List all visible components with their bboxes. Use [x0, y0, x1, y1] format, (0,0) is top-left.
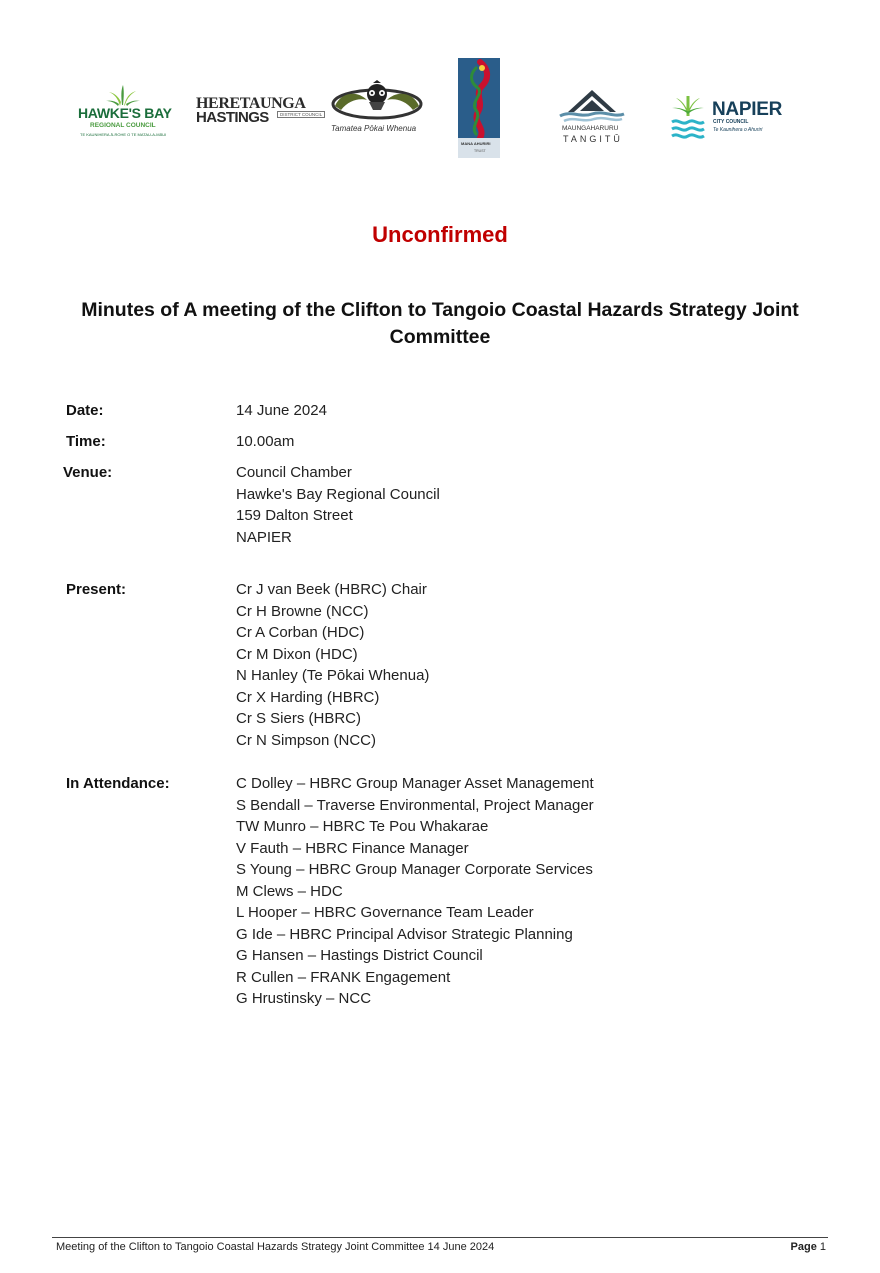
attendee: G Hansen – Hastings District Council	[236, 947, 483, 964]
document-status: Unconfirmed	[372, 222, 508, 247]
maungaharuru-tangitu-logo	[556, 88, 628, 148]
ncc-logo-sub: CITY COUNCIL	[713, 119, 749, 125]
present-member: Cr J van Beek (HBRC) Chair	[236, 581, 427, 598]
mt-logo-line2: TANGITŪ	[563, 134, 623, 144]
venue-line: 159 Dalton Street	[236, 507, 353, 524]
present-member: Cr X Harding (HBRC)	[236, 688, 380, 706]
hdc-logo	[194, 95, 323, 131]
venue-lines	[236, 462, 440, 548]
ncc-logo	[668, 92, 788, 142]
venue-label: Venue:	[63, 464, 113, 481]
ncc-logo-name: NAPIER	[712, 99, 782, 120]
attendee: L Hooper – HBRC Governance Team Leader	[236, 904, 534, 921]
hbrc-logo	[74, 84, 174, 144]
attendee: S Young – HBRC Group Manager Corporate Services	[236, 861, 593, 878]
present-list	[236, 579, 429, 751]
document-title: Minutes of A meeting of the Clifton to Tangoio Coastal Hazards Strategy Joint Committee	[81, 299, 799, 348]
venue-line: Council Chamber	[236, 464, 352, 481]
venue-line: NAPIER	[236, 528, 292, 546]
carving-icon	[327, 80, 427, 122]
hdc-logo-line2: HASTINGS	[196, 109, 269, 126]
mountain-house-icon	[556, 88, 628, 124]
hbrc-logo-name: HAWKE'S BAY	[78, 105, 172, 121]
plant-wave-icon	[668, 92, 708, 140]
mt-logo-line1: MAUNGAHARURU	[562, 125, 619, 132]
attendee: R Cullen – FRANK Engagement	[236, 968, 451, 986]
date-label: Date:	[66, 402, 104, 419]
mana-ahuriri-caption: MANA AHURIRI	[461, 141, 491, 146]
attendee: C Dolley – HBRC Group Manager Asset Management	[236, 775, 594, 792]
present-member: Cr S Siers (HBRC)	[236, 710, 362, 727]
footer-page-label: Page	[790, 1241, 817, 1253]
date-value: 14 June 2024	[236, 402, 327, 419]
attendee: V Fauth – HBRC Finance Manager	[236, 839, 469, 857]
time-value: 10.00am	[236, 433, 295, 450]
attendance-label: In Attendance:	[66, 775, 170, 792]
footer-divider	[52, 1237, 828, 1238]
present-member: Cr H Browne (NCC)	[236, 602, 369, 620]
logo-banner	[0, 0, 880, 170]
ncc-logo-tagline: Te Kaunihera o Ahuriri	[713, 127, 763, 133]
venue-line: Hawke's Bay Regional Council	[236, 485, 440, 503]
hdc-logo-badge: DISTRICT COUNCIL	[277, 111, 325, 118]
present-label: Present:	[66, 581, 127, 598]
present-member: Cr A Corban (HDC)	[236, 624, 365, 641]
attendee: G Hrustinsky – NCC	[236, 990, 372, 1007]
footer-text: Meeting of the Clifton to Tangoio Coastal Hazards Strategy Joint Committee 14 June 2024	[56, 1241, 495, 1253]
attendance-list	[236, 773, 594, 1010]
tpw-logo	[327, 80, 427, 138]
attendee: G Ide – HBRC Principal Advisor Strategic Planning	[236, 925, 573, 943]
footer-page-value: 1	[819, 1241, 826, 1253]
footer-page-number	[791, 1241, 826, 1253]
tpw-logo-caption: Tamatea Pōkai Whenua	[331, 124, 417, 133]
time-label: Time:	[66, 433, 106, 450]
hbrc-logo-tagline: TE KAUNIHERA Ā-ROHE O TE MATAU-A-MĀUI	[80, 132, 167, 137]
attendee: M Clews – HDC	[236, 882, 343, 900]
present-member: Cr M Dixon (HDC)	[236, 645, 358, 663]
attendee: TW Munro – HBRC Te Pou Whakarae	[236, 818, 489, 835]
attendee: S Bendall – Traverse Environmental, Project Manager	[236, 796, 594, 814]
present-member: N Hanley (Te Pōkai Whenua)	[236, 667, 430, 684]
mana-ahuriri-logo	[458, 58, 500, 158]
mana-ahuriri-sub: TRUST	[474, 149, 486, 153]
hdc-logo-line1: HERETAUNGA	[196, 95, 306, 112]
hbrc-logo-sub: REGIONAL COUNCIL	[90, 122, 156, 129]
present-member: Cr N Simpson (NCC)	[236, 731, 377, 749]
